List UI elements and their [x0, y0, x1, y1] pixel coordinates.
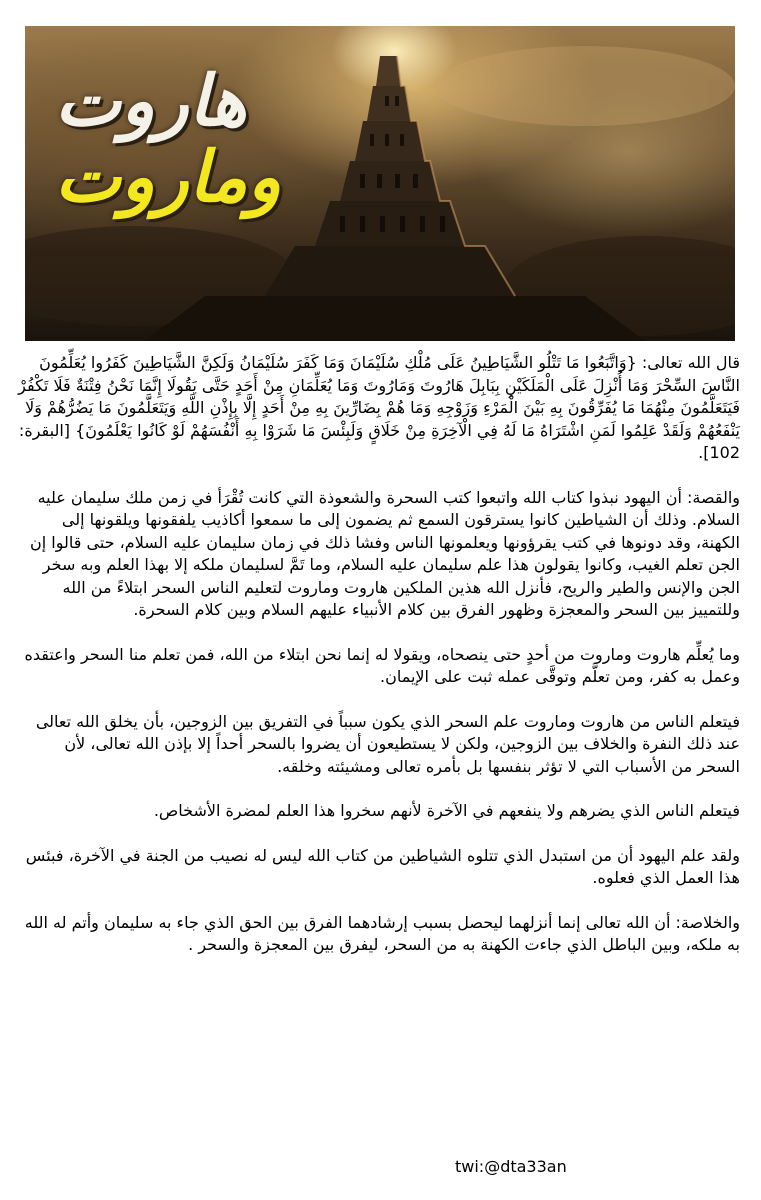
article-body — [18, 352, 740, 1192]
paragraph-warning: وما يُعلِّم هاروت وماروت من أحدٍ حتى ينصحاه، ويقولا له إنما نحن ابتلاء من الله، فمن تعلم منا السحر واعتقده وعمل به كفر، ومن تعلَّم وتوقَّى عمله ثبت على الإيمان. — [24, 644, 740, 686]
hero-title-line1: هاروت — [55, 59, 247, 142]
quran-verse-paragraph: قال الله تعالى: {وَاتَّبَعُوا مَا تَتْلُو الشَّيَاطِينُ عَلَى مُلْكِ سُلَيْمَانَ وَمَا كَفَرَ سُلَيْمَانُ وَلَكِنَّ الشَّيَاطِينَ كَفَرُوا يُعَلِّمُونَ النَّاسَ السِّحْرَ وَمَا أُنْزِلَ عَلَى الْمَلَكَيْنِ بِبَابِلَ هَارُوتَ وَمَارُوتَ وَمَا يُعَلِّمَانِ مِنْ أَحَدٍ حَتَّى يَقُولَا إِنَّمَا نَحْنُ فِتْنَةٌ فَلَا تَكْفُرْ فَيَتَعَلَّمُونَ مِنْهُمَا مَا يُفَرِّقُونَ بِهِ بَيْنَ الْمَرْءِ وَزَوْجِهِ وَمَا هُمْ بِضَارِّينَ بِهِ مِنْ أَحَدٍ إِلَّا بِإِذْنِ اللَّهِ وَيَتَعَلَّمُونَ مَا يَضُرُّهُمْ وَلَا يَنْفَعُهُمْ وَلَقَدْ عَلِمُوا لَمَنِ اشْتَرَاهُ مَا لَهُ فِي الْآخِرَةِ مِنْ خَلَاقٍ وَلَبِئْسَ مَا شَرَوْا بِهِ أَنْفُسَهُمْ لَوْ كَانُوا يَعْلَمُونَ} [البقرة: 102]. — [18, 353, 740, 462]
paragraph-jews-knowledge: ولقد علم اليهود أن من استبدل الذي تتلوه الشياطين من كتاب الله ليس له نصيب من الجنة في الآخرة، فبئس هذا العمل الذي فعلوه. — [25, 845, 740, 887]
hero-title-line2: وماروت — [55, 135, 282, 218]
story-paragraph: والقصة: أن اليهود نبذوا كتاب الله واتبعوا كتب السحرة والشعوذة التي كانت تُقْرَأ في زمن ملك سليمان عليه السلام. وذلك أن الشياطين كانوا يسترقون السمع ثم يضمون إلى ما سمعوا أكاذيب يلفقونها ويلقونها إلى الكهنة، وقد دونوها في كتب يقرؤونها ويعلمونها الناس وفشا ذلك في زمان سليمان عليه السلام، حتى قالوا إن الجن تعلم الغيب، وكانوا يقولون هذا علم سليمان عليه السلام، وما تَمَّ لسليمان ملكه إلا بهذا العلم وبه سخر الجن والإنس والطير والريح، فأنزل الله هذين الملكين هاروت وماروت لتعليم الناس السحر ابتلاءً من الله وللتمييز بين السحر والمعجزة وظهور الفرق بين كلام الأنبياء عليهم السلام وبين كلام السحرة. — [30, 487, 740, 619]
twitter-handle: twi:@dta33an — [451, 1156, 571, 1178]
paragraph-separation: فيتعلم الناس من هاروت وماروت علم السحر الذي يكون سبباً في التفريق بين الزوجين، بأن يخلق الله تعالى عند ذلك النفرة والخلاف بين الزوجين، ولكن لا يستطيعون أن يضروا بالسحر أحداً إلا بإذن الله تعالى، لأن السحر من الأسباب التي لا تؤثر بنفسها بل بأمره تعالى ومشيئته وخلقه. — [35, 711, 740, 776]
paragraph-harm: فيتعلم الناس الذي يضرهم ولا ينفعهم في الآخرة لأنهم سخروا هذا العلم لمضرة الأشخاص. — [153, 801, 740, 820]
hero-image — [25, 26, 735, 341]
conclusion-paragraph: والخلاصة: أن الله تعالى إنما أنزلهما ليحصل بسبب إرشادهما الفرق بين الحق الذي جاء به سليمان وأتم له الله به ملكه، وبين الباطل الذي جاءت الكهنة به من السحر، ليفرق بين المعجزة والسحر . — [24, 912, 740, 954]
